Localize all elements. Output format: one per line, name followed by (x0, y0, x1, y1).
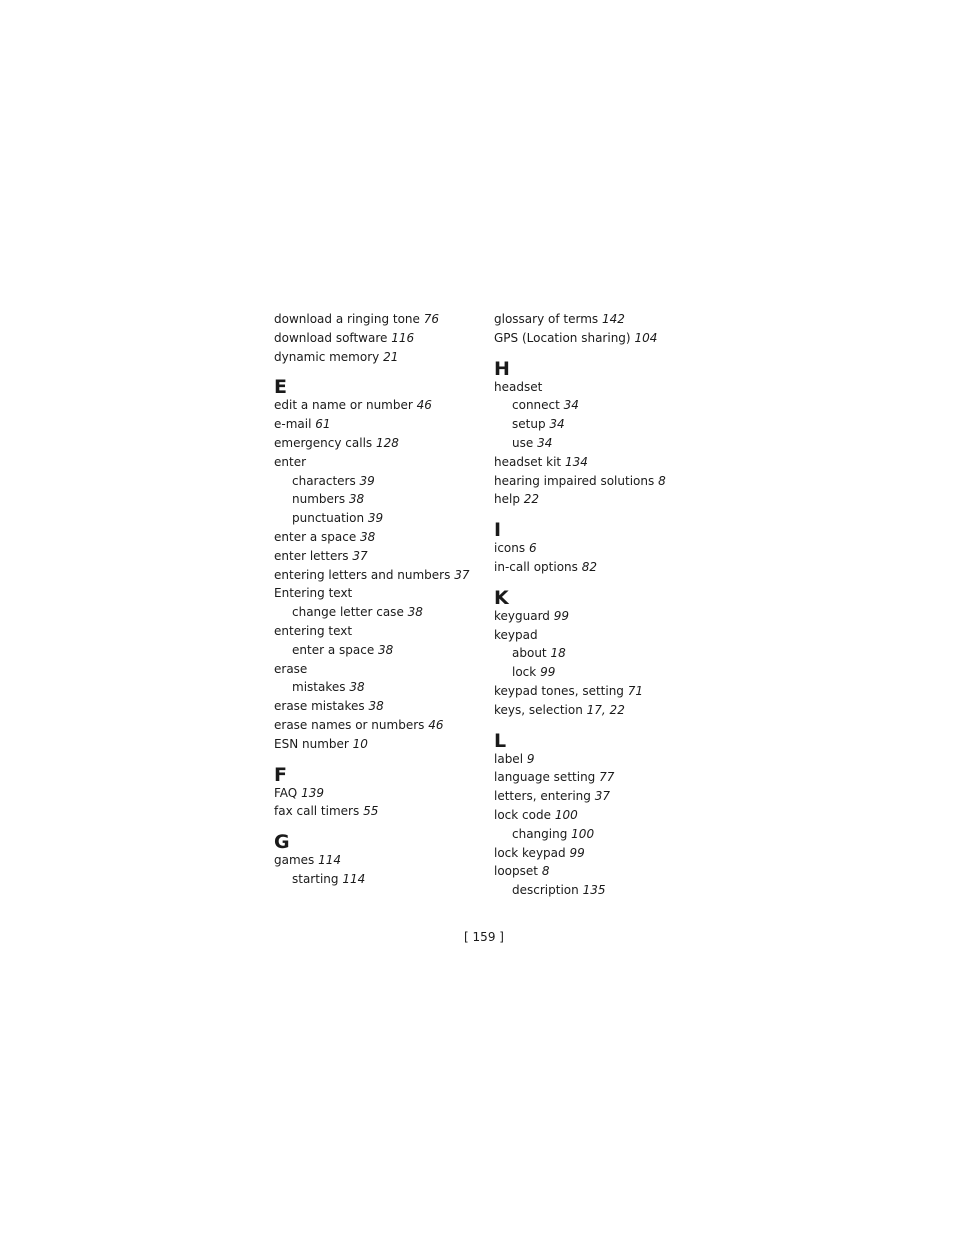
index-term: download a ringing tone (274, 312, 420, 326)
index-page-ref: 55 (363, 804, 379, 819)
index-page-ref: 10 (352, 736, 368, 751)
index-term: keyguard (494, 608, 550, 623)
index-term: help (494, 492, 520, 507)
index-term: about (512, 646, 547, 661)
index-page-ref: 39 (367, 511, 384, 526)
index-page-ref: 100 (571, 826, 595, 841)
index-term: keys, selection (494, 702, 583, 717)
index-page-ref: 61 (315, 417, 331, 432)
index-term: enter a space (274, 529, 357, 544)
index-term: punctuation (292, 511, 365, 526)
index-entry (494, 750, 704, 769)
index-entry (274, 622, 484, 641)
index-page-ref: 116 (391, 330, 415, 345)
index-page-ref: 34 (537, 435, 553, 450)
index-term: Entering text (274, 586, 353, 601)
index-page-ref: 39 (359, 473, 375, 488)
index-letter-heading: K (494, 586, 510, 609)
index-page-ref: 38 (348, 492, 365, 507)
index-page-ref: 37 (454, 567, 470, 582)
index-entry (274, 566, 484, 585)
index-term: edit a name or number (274, 398, 413, 413)
index-entry (274, 735, 484, 754)
index-page-ref: 77 (599, 770, 615, 785)
index-term: dynamic memory (274, 349, 380, 364)
index-term: erase (274, 661, 308, 676)
index-page-ref: 17, 22 (586, 702, 625, 717)
index-page-ref: 99 (540, 665, 556, 680)
index-term: games (274, 853, 315, 868)
index-page-ref: 38 (349, 680, 365, 695)
index-entry (494, 310, 704, 329)
index-term: enter (274, 454, 307, 469)
index-entry (494, 558, 704, 577)
index-entry (494, 539, 704, 558)
index-term: numbers (292, 492, 346, 507)
index-entry (274, 348, 484, 367)
index-term: erase mistakes (274, 699, 365, 714)
index-term: changing (512, 826, 568, 841)
index-term: use (512, 435, 534, 450)
index-term: FAQ (274, 785, 298, 800)
index-entry (274, 396, 484, 415)
index-column-right (494, 310, 704, 900)
index-subentry (494, 663, 704, 682)
index-entry (274, 453, 484, 472)
index-subentry (494, 825, 704, 844)
index-entry (494, 453, 704, 472)
index-page-ref: 18 (550, 646, 566, 661)
index-term: lock code (494, 807, 551, 822)
index-entry (494, 682, 704, 701)
index-page-ref: 134 (564, 454, 588, 469)
index-subentry (494, 434, 704, 453)
index-term: enter letters (274, 548, 349, 563)
index-term: loopset (494, 864, 538, 879)
index-page-ref: 71 (627, 683, 644, 698)
index-entry (494, 862, 704, 881)
index-entry (494, 329, 704, 348)
index-subentry (494, 644, 704, 663)
index-page-ref: 46 (416, 398, 432, 413)
index-letter-heading: H (494, 357, 511, 380)
index-term: fax call timers (274, 804, 360, 819)
index-entry (494, 701, 704, 720)
index-letter-heading: E (274, 376, 288, 399)
index-term: characters (292, 473, 356, 488)
index-term: starting (292, 871, 339, 886)
index-entry (494, 768, 704, 787)
index-page-ref: 34 (563, 398, 579, 413)
index-page-ref: 46 (428, 717, 444, 732)
index-entry (274, 716, 484, 735)
index-subentry (274, 509, 484, 528)
index-term: language setting (494, 770, 596, 785)
index-entry (494, 806, 704, 825)
index-subentry (274, 603, 484, 622)
index-entry (274, 310, 484, 329)
index-entry (274, 415, 484, 434)
index-term: GPS (Location sharing) (494, 330, 631, 345)
index-entry (494, 472, 704, 491)
index-entry (274, 528, 484, 547)
index-entry (274, 434, 484, 453)
index-term: ESN number (274, 736, 349, 751)
index-entry (494, 787, 704, 806)
index-letter-heading: G (274, 831, 291, 854)
index-page-ref: 34 (549, 417, 565, 432)
index-term: in-call options (494, 559, 578, 574)
index-page-ref: 38 (360, 529, 376, 544)
index-subentry (274, 641, 484, 660)
index-letter-heading: F (274, 763, 288, 786)
index-term: label (494, 751, 524, 766)
index-entry (494, 844, 704, 863)
index-entry (274, 329, 484, 348)
index-page-ref: 142 (601, 312, 625, 326)
index-term: change letter case (292, 605, 404, 620)
index-term: glossary of terms (494, 312, 599, 326)
index-term: emergency calls (274, 435, 373, 450)
index-entry (494, 626, 704, 645)
index-term: hearing impaired solutions (494, 473, 655, 488)
index-term: e-mail (274, 417, 312, 432)
index-page-ref: 114 (342, 871, 366, 886)
index-page-ref: 37 (594, 789, 610, 804)
index-page-ref: 37 (352, 548, 368, 563)
index-page-ref: 128 (376, 435, 399, 450)
index-entry (494, 607, 704, 626)
index-term: connect (512, 398, 560, 413)
index-page-ref: 22 (523, 492, 540, 507)
index-letter-heading: I (494, 519, 502, 542)
index-subentry (274, 870, 484, 889)
index-term: setup (512, 417, 546, 432)
page-number: [ 159 ] (464, 930, 504, 944)
index-page-ref: 38 (368, 699, 384, 714)
index-term: download software (274, 330, 388, 345)
index-entry (274, 697, 484, 716)
index-page-ref: 8 (541, 864, 550, 879)
index-term: headset kit (494, 454, 562, 469)
index-subentry (274, 678, 484, 697)
index-term: lock keypad (494, 845, 566, 860)
index-page-ref: 21 (383, 349, 399, 364)
index-term: description (512, 883, 579, 898)
index-term: mistakes (292, 680, 346, 695)
index-entry (494, 490, 704, 509)
index-entry (274, 547, 484, 566)
index-subentry (274, 472, 484, 491)
index-term: entering text (274, 623, 353, 638)
index-term: lock (512, 665, 537, 680)
index-page-ref: 38 (378, 642, 394, 657)
index-subentry (494, 396, 704, 415)
index-page-ref: 139 (301, 785, 324, 800)
index-term: keypad (494, 627, 538, 642)
index-column-left (274, 310, 484, 889)
index-page-ref: 6 (528, 541, 537, 556)
index-page-ref: 38 (407, 605, 423, 620)
index-term: icons (494, 541, 526, 556)
index-entry (274, 660, 484, 679)
index-page-ref: 82 (581, 559, 598, 574)
index-subentry (494, 415, 704, 434)
index-entry (494, 378, 704, 397)
index-term: keypad tones, setting (494, 683, 624, 698)
index-page-ref: 76 (423, 312, 440, 326)
index-entry (274, 851, 484, 870)
index-term: letters, entering (494, 789, 591, 804)
index-page-ref: 135 (582, 883, 606, 898)
index-page-ref: 114 (318, 853, 342, 868)
index-term: headset (494, 379, 543, 394)
index-subentry (274, 490, 484, 509)
index-term: enter a space (292, 642, 375, 657)
index-entry (274, 784, 484, 803)
index-term: entering letters and numbers (274, 567, 451, 582)
index-page-ref: 8 (658, 473, 666, 488)
index-entry (274, 584, 484, 603)
index-term: erase names or numbers (274, 717, 425, 732)
index-entry (274, 802, 484, 821)
index-page-ref: 9 (526, 751, 535, 766)
index-page-ref: 99 (553, 608, 570, 623)
index-subentry (494, 881, 704, 900)
index-page-ref: 100 (554, 807, 578, 822)
index-page-ref: 99 (569, 845, 585, 860)
index-page-ref: 104 (634, 330, 658, 345)
index-letter-heading: L (494, 729, 507, 752)
